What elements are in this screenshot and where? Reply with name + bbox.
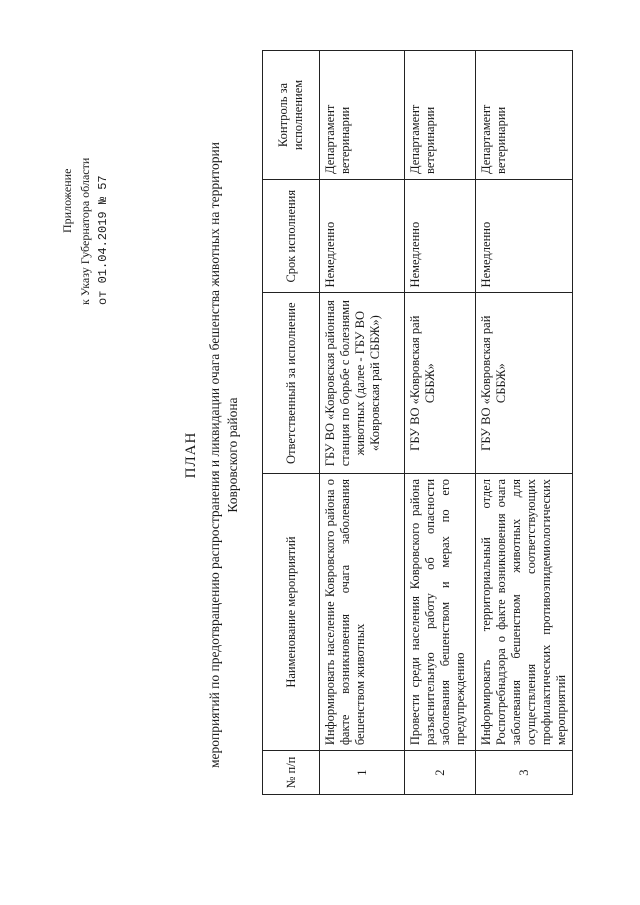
row-responsible: ГБУ ВО «Ковровская районная станция по борьбе с болезнями животных (далее - ГБУ ВО «Ковровская рай СББЖ»): [320, 293, 405, 474]
appendix-title: Приложение: [60, 168, 74, 233]
row-control: Департамент ветеринарии: [320, 51, 405, 180]
appendix-date-number: от 01.04.2019 № 57: [96, 175, 110, 305]
plan-subtitle: мероприятий по предотвращению распространения и ликвидации очага бешенства животных на территории: [207, 142, 222, 768]
appendix-decree-line: к Указу Губернатора области: [78, 157, 92, 305]
row-number: 3: [476, 751, 573, 795]
row-measure: Провести среди населения Ковровского района разъяснительную работу об опасности заболевания бешенством и мерах по его предупреждению: [405, 473, 476, 750]
header-measure: Наименование мероприятий: [263, 473, 320, 750]
row-measure: Информировать население Ковровского района о факте возникновения очага заболевания бешенством животных: [320, 473, 405, 750]
document-heading: [182, 65, 242, 845]
appendix-block: [58, 105, 112, 305]
table-row: [405, 51, 476, 795]
header-control: Контроль за исполнением: [263, 51, 320, 180]
plan-district: Ковровского района: [225, 397, 240, 513]
measures-table: [262, 50, 573, 795]
table-row: [476, 51, 573, 795]
row-control: Департамент ветеринарии: [405, 51, 476, 180]
row-term: Немедленно: [405, 179, 476, 292]
row-responsible: ГБУ ВО «Ковровская рай СББЖ»: [476, 293, 573, 474]
row-control: Департамент ветеринарии: [476, 51, 573, 180]
table-header-row: [263, 51, 320, 795]
row-term: Немедленно: [320, 179, 405, 292]
table-row: [320, 51, 405, 795]
row-number: 1: [320, 751, 405, 795]
header-number: № п/п: [263, 751, 320, 795]
row-number: 2: [405, 751, 476, 795]
row-measure: Информировать территориальный отдел Роспотребнадзора о факте возникновения очага заболевания бешенством животных для осуществления соответствующих профилактических противоэпидемиологических мероприятий: [476, 473, 573, 750]
row-responsible: ГБУ ВО «Ковровская рай СББЖ»: [405, 293, 476, 474]
plan-title: ПЛАН: [183, 431, 199, 479]
row-term: Немедленно: [476, 179, 573, 292]
header-responsible: Ответственный за исполнение: [263, 293, 320, 474]
header-term: Срок исполнения: [263, 179, 320, 292]
